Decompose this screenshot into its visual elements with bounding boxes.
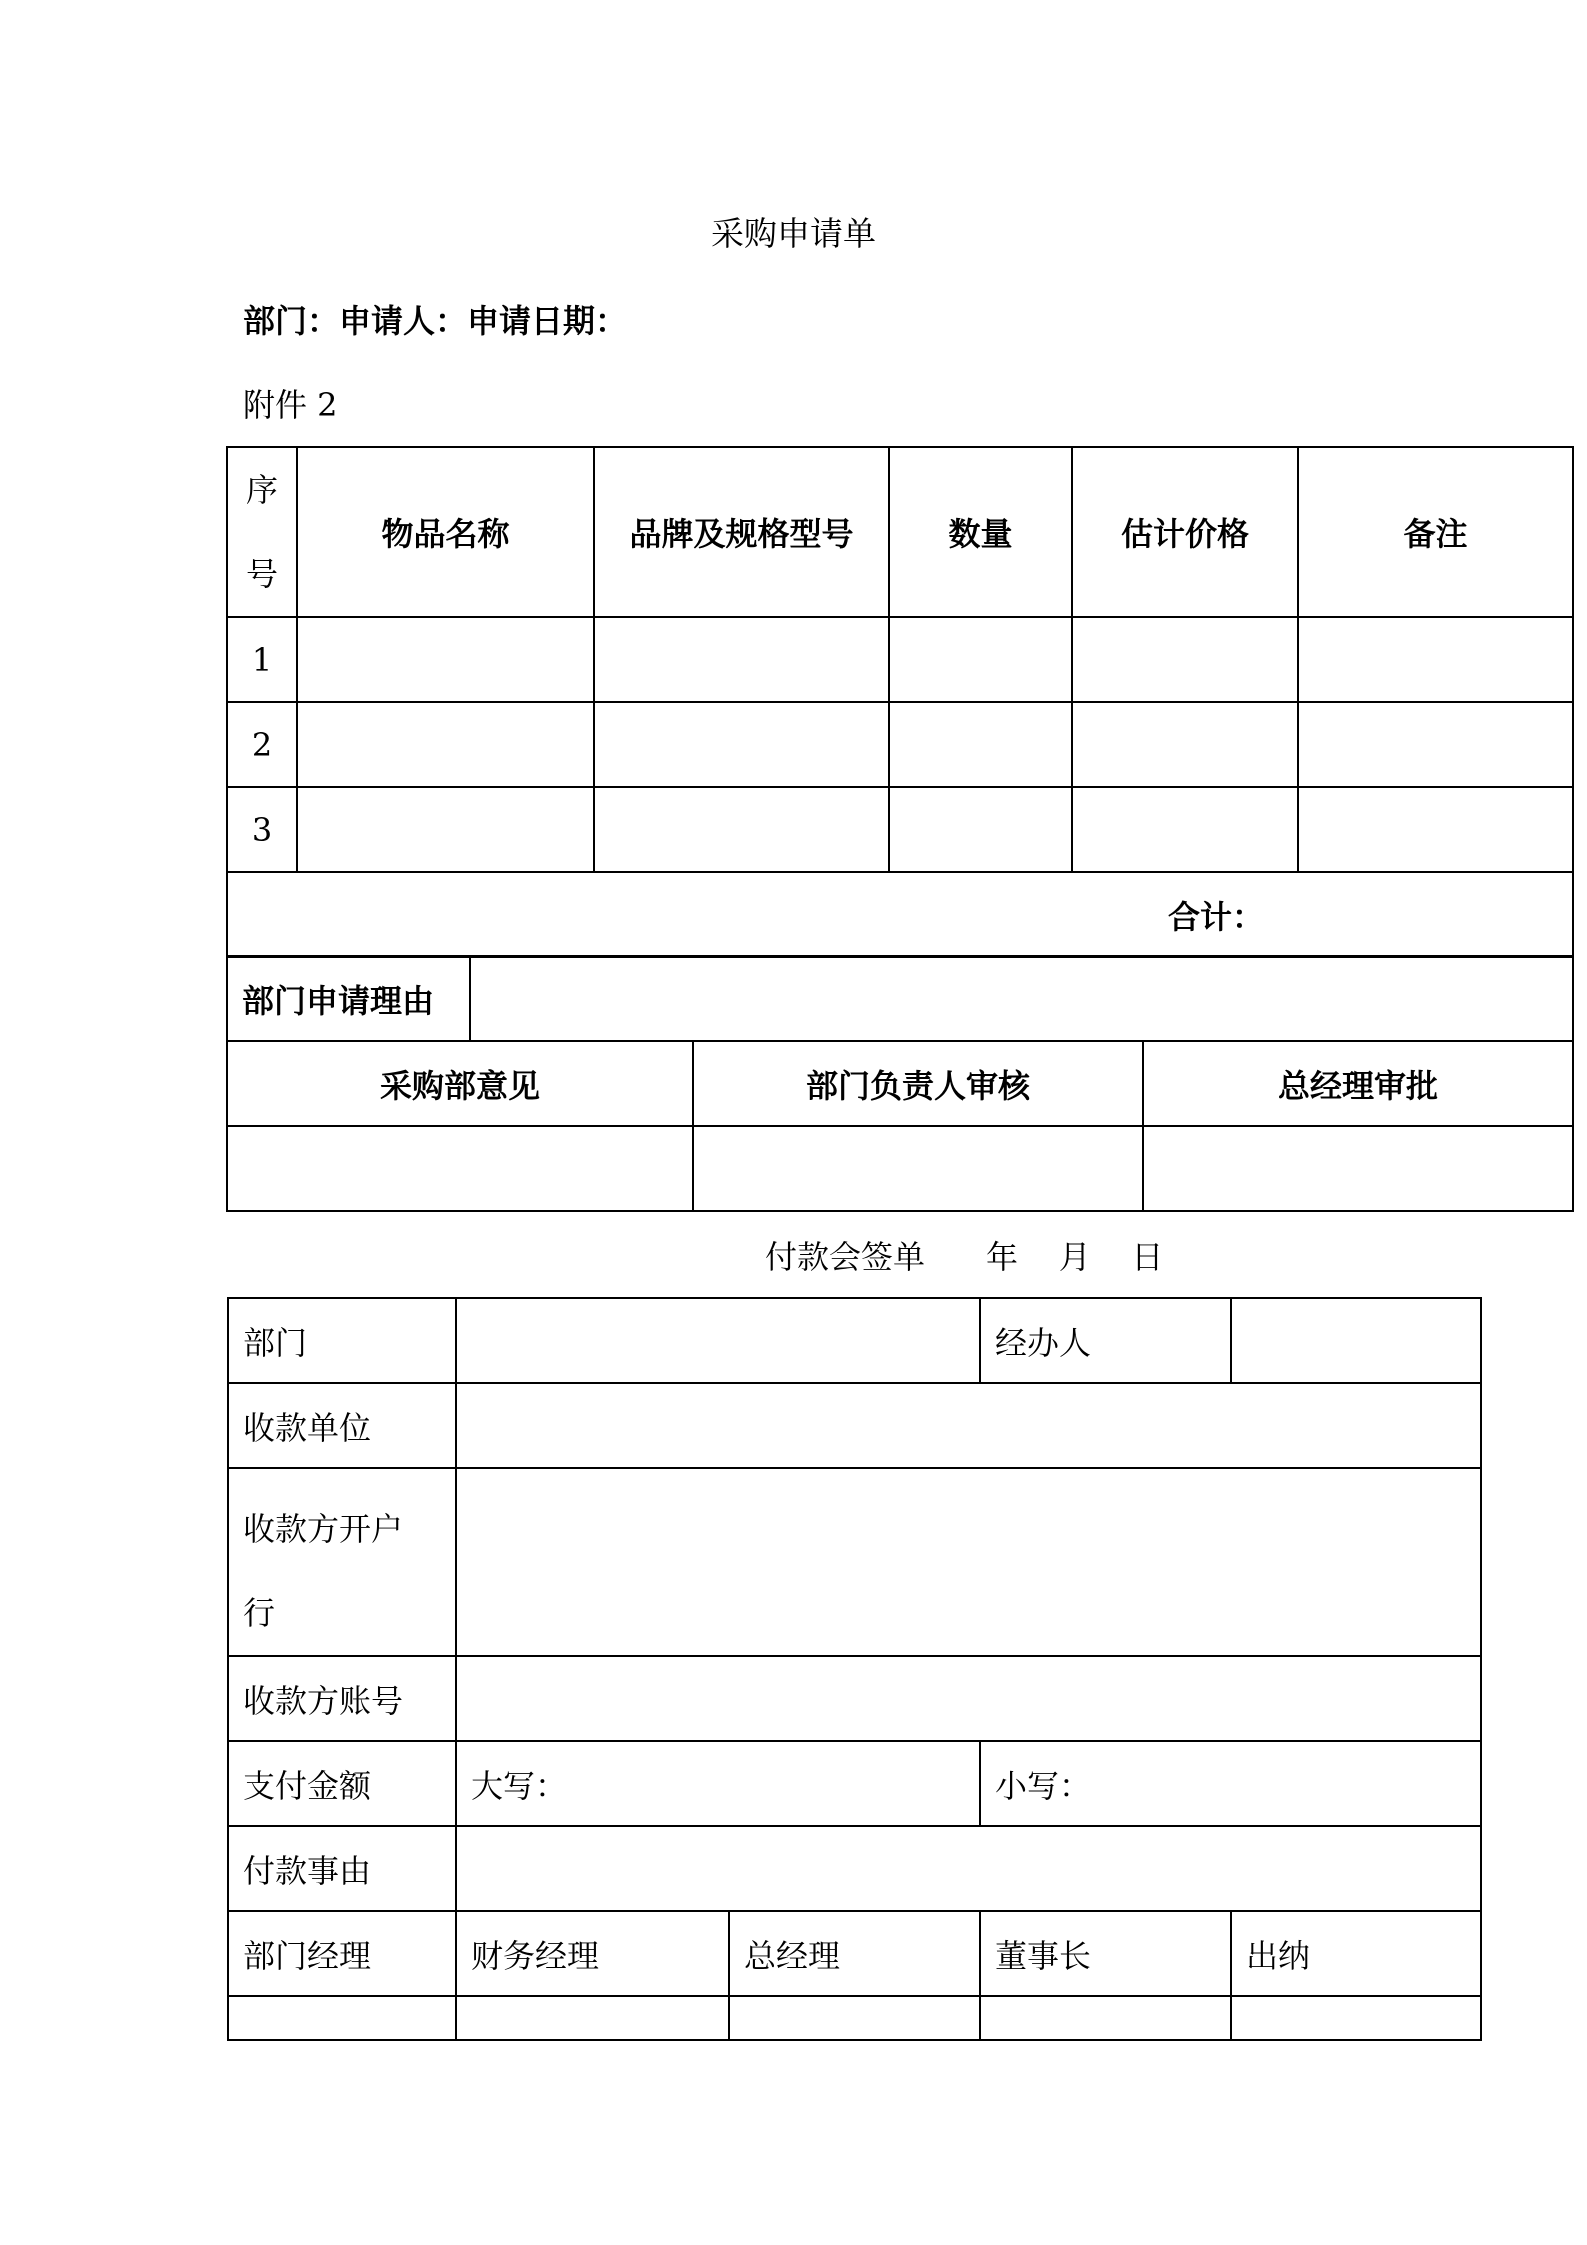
table-row: [227, 787, 1573, 872]
total-label: 合计：: [1168, 897, 1265, 936]
dept-manager-signature[interactable]: [228, 1996, 456, 2040]
attachment-label: 附件 2: [243, 386, 338, 424]
payee-field[interactable]: [456, 1383, 1481, 1468]
payment-form-table: [227, 1297, 1482, 2041]
item-name-cell[interactable]: [297, 787, 594, 872]
amount-row: [228, 1741, 1481, 1826]
amount-label: 支付金额: [228, 1741, 456, 1826]
payment-reason-label: 付款事由: [228, 1826, 456, 1911]
header-remark: 备注: [1298, 447, 1573, 617]
approval-header-row: [227, 1041, 1573, 1126]
dept-manager-label: 部门经理: [228, 1911, 456, 1996]
general-manager-signature[interactable]: [729, 1996, 980, 2040]
brand-spec-cell[interactable]: [594, 617, 889, 702]
chairman-label: 董事长: [980, 1911, 1231, 1996]
table-row: [227, 702, 1573, 787]
table-row: [227, 617, 1573, 702]
price-cell[interactable]: [1072, 617, 1298, 702]
finance-manager-signature[interactable]: [456, 1996, 729, 2040]
remark-cell[interactable]: [1298, 617, 1573, 702]
total-cell[interactable]: [227, 872, 1573, 957]
total-row: [227, 872, 1573, 957]
dept-head-review-header: 部门负责人审核: [693, 1041, 1143, 1126]
bank-field[interactable]: [456, 1468, 1481, 1656]
request-reason-label: 部门申请理由: [227, 956, 470, 1041]
signatory-value-row: [228, 1996, 1481, 2040]
quantity-cell[interactable]: [889, 787, 1072, 872]
department-field[interactable]: [456, 1298, 980, 1383]
gm-approval-header: 总经理审批: [1143, 1041, 1573, 1126]
department-row: [228, 1298, 1481, 1383]
approval-values-row: [227, 1126, 1573, 1211]
dept-head-review-field[interactable]: [693, 1126, 1143, 1211]
remark-cell[interactable]: [1298, 787, 1573, 872]
quantity-cell[interactable]: [889, 617, 1072, 702]
header-item-name: 物品名称: [297, 447, 594, 617]
general-manager-label: 总经理: [729, 1911, 980, 1996]
handler-label: 经办人: [980, 1298, 1231, 1383]
account-label: 收款方账号: [228, 1656, 456, 1741]
header-estimated-price: 估计价格: [1072, 447, 1298, 617]
account-row: [228, 1656, 1481, 1741]
row-seq: 3: [227, 787, 297, 872]
signatory-label-row: [228, 1911, 1481, 1996]
purchasing-dept-opinion-field[interactable]: [227, 1126, 693, 1211]
payee-label: 收款单位: [228, 1383, 456, 1468]
item-name-cell[interactable]: [297, 702, 594, 787]
request-reason-table: [226, 955, 1574, 1042]
price-cell[interactable]: [1072, 787, 1298, 872]
header-brand-spec: 品牌及规格型号: [594, 447, 889, 617]
request-reason-field[interactable]: [470, 956, 1573, 1041]
remark-cell[interactable]: [1298, 702, 1573, 787]
amount-upper-field[interactable]: 大写：: [456, 1741, 980, 1826]
row-seq: 1: [227, 617, 297, 702]
approval-table: [226, 1040, 1574, 1212]
payment-form-title: 付款会签单 年 月 日: [765, 1238, 1164, 1276]
price-cell[interactable]: [1072, 702, 1298, 787]
purchase-request-table: [226, 446, 1574, 958]
handler-field[interactable]: [1231, 1298, 1481, 1383]
cashier-signature[interactable]: [1231, 1996, 1481, 2040]
gm-approval-field[interactable]: [1143, 1126, 1573, 1211]
header-seq: 序 号: [227, 447, 297, 617]
request-meta-line: 部门：申请人：申请日期：: [243, 302, 628, 340]
cashier-label: 出纳: [1231, 1911, 1481, 1996]
finance-manager-label: 财务经理: [456, 1911, 729, 1996]
account-field[interactable]: [456, 1656, 1481, 1741]
bank-row: [228, 1468, 1481, 1656]
amount-lower-field[interactable]: 小写：: [980, 1741, 1481, 1826]
quantity-cell[interactable]: [889, 702, 1072, 787]
item-name-cell[interactable]: [297, 617, 594, 702]
brand-spec-cell[interactable]: [594, 702, 889, 787]
purchasing-dept-opinion-header: 采购部意见: [227, 1041, 693, 1126]
table-header-row: [227, 447, 1573, 617]
department-label: 部门: [228, 1298, 456, 1383]
chairman-signature[interactable]: [980, 1996, 1231, 2040]
purchase-request-title: 采购申请单: [711, 214, 876, 253]
header-quantity: 数量: [889, 447, 1072, 617]
payee-row: [228, 1383, 1481, 1468]
payment-reason-field[interactable]: [456, 1826, 1481, 1911]
bank-label: 收款方开户 行: [228, 1468, 456, 1656]
payment-reason-row: [228, 1826, 1481, 1911]
row-seq: 2: [227, 702, 297, 787]
brand-spec-cell[interactable]: [594, 787, 889, 872]
